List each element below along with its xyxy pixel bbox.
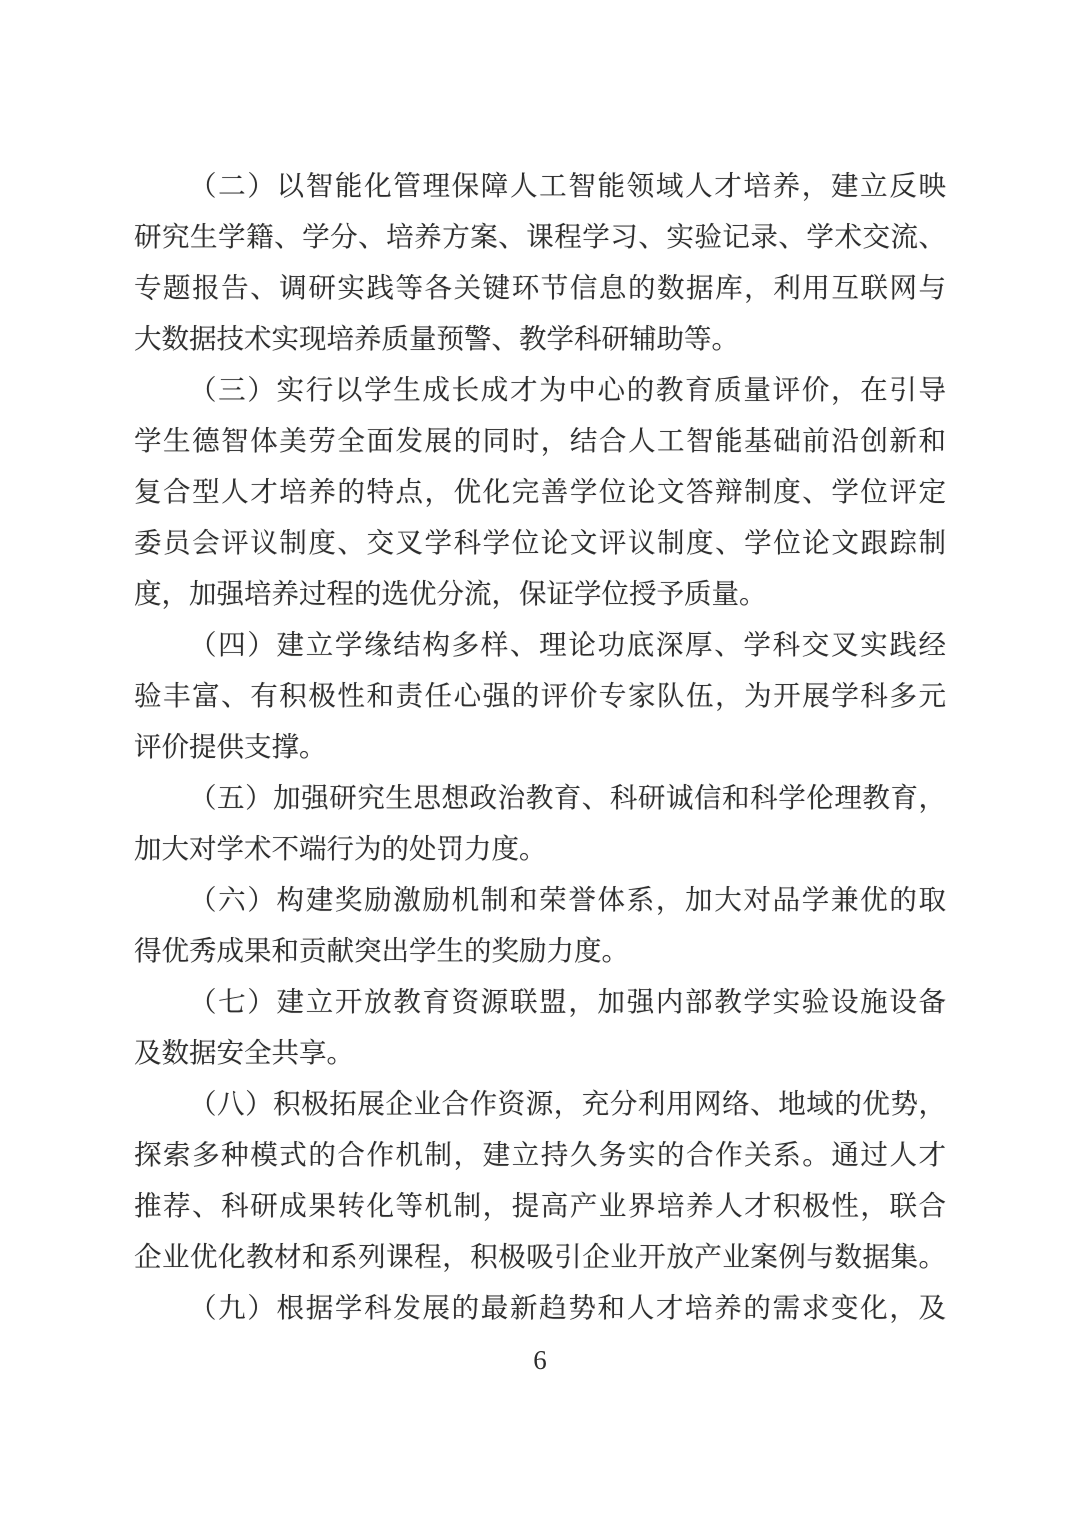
text-line: （四）建立学缘结构多样、理论功底深厚、学科交叉实践经 <box>189 629 946 660</box>
text-line: 大数据技术实现培养质量预警、教学科研辅助等。 <box>134 323 739 354</box>
text-line: 推荐、科研成果转化等机制，提高产业界培养人才积极性，联合 <box>134 1190 946 1221</box>
text-line: 研究生学籍、学分、培养方案、课程学习、实验记录、学术交流、 <box>134 221 946 252</box>
text-line: 得优秀成果和贡献突出学生的奖励力度。 <box>134 935 629 966</box>
text-line: 企业优化教材和系列课程，积极吸引企业开放产业案例与数据集。 <box>134 1241 946 1272</box>
text-line: 验丰富、有积极性和责任心强的评价专家队伍，为开展学科多元 <box>134 680 946 711</box>
paragraph <box>134 160 946 364</box>
text-line: （三）实行以学生成长成才为中心的教育质量评价，在引导 <box>189 374 946 405</box>
text-line: 评价提供支撑。 <box>134 731 327 762</box>
paragraph <box>134 1078 946 1282</box>
page-number: 6 <box>533 1345 547 1375</box>
paragraph <box>134 619 946 772</box>
paragraph <box>134 364 946 619</box>
text-line: 探索多种模式的合作机制，建立持久务实的合作关系。通过人才 <box>134 1139 946 1170</box>
paragraph <box>134 874 946 976</box>
text-line: 加大对学术不端行为的处罚力度。 <box>134 833 547 864</box>
text-line: （七）建立开放教育资源联盟，加强内部教学实验设施设备 <box>189 986 946 1017</box>
text-line: 及数据安全共享。 <box>134 1037 354 1068</box>
text-line: 委员会评议制度、交叉学科学位论文评议制度、学位论文跟踪制 <box>134 527 946 558</box>
text-line: （八）积极拓展企业合作资源，充分利用网络、地域的优势， <box>189 1088 946 1119</box>
text-line: 学生德智体美劳全面发展的同时，结合人工智能基础前沿创新和 <box>134 425 946 456</box>
text-line: （五）加强研究生思想政治教育、科研诚信和科学伦理教育， <box>189 782 946 813</box>
text-line: （二）以智能化管理保障人工智能领域人才培养，建立反映 <box>189 170 946 201</box>
paragraph <box>134 976 946 1078</box>
text-line: （九）根据学科发展的最新趋势和人才培养的需求变化，及 <box>189 1292 946 1323</box>
paragraph <box>134 772 946 874</box>
text-line: （六）构建奖励激励机制和荣誉体系，加大对品学兼优的取 <box>189 884 946 915</box>
text-line: 度，加强培养过程的选优分流，保证学位授予质量。 <box>134 578 767 609</box>
text-line: 专题报告、调研实践等各关键环节信息的数据库，利用互联网与 <box>134 272 946 303</box>
text-line: 复合型人才培养的特点，优化完善学位论文答辩制度、学位评定 <box>134 476 946 507</box>
document-body <box>134 160 946 1333</box>
paragraph <box>134 1282 946 1333</box>
